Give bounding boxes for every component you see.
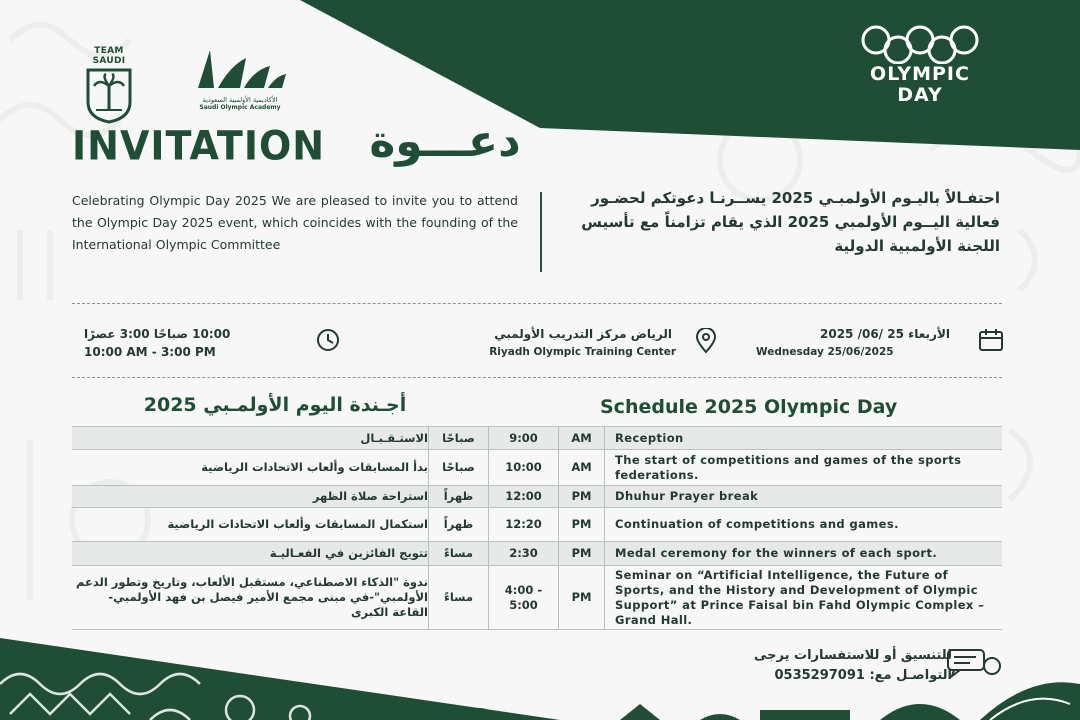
table-row — [72, 508, 1002, 542]
time-cell: 12:00 — [488, 486, 558, 507]
ampm-cell: PM — [558, 508, 604, 541]
time-en: 10:00 AM - 3:00 PM — [84, 345, 216, 359]
intro-text-en: Celebrating Olympic Day 2025 We are pleased to invite you to attend the Olympic Day 2025 event, which coincides with the founding of the International Olympic Committee — [72, 193, 518, 252]
period-ar: مساءً — [428, 566, 488, 629]
table-row — [72, 566, 1002, 630]
ampm-cell: AM — [558, 450, 604, 485]
table-row — [72, 450, 1002, 486]
contact-line2: التواصـل مع: 0535297091 — [774, 668, 952, 683]
activity-en: Dhuhur Prayer break — [604, 486, 1002, 507]
academy-name-en: Saudi Olympic Academy — [199, 104, 281, 111]
activity-en: Seminar on “Artificial Intelligence, the Future of Sports, and the History and Development of Olympic Support” at Prince Faisal bin Fahd Olympic Complex – Grand Hall. — [604, 566, 1002, 629]
place-ar: الرياض مركز التدريب الأولمبي — [494, 327, 672, 341]
contact-info — [660, 646, 952, 686]
activity-en: Medal ceremony for the winners of each sport. — [604, 542, 1002, 565]
team-saudi-label: TEAM SAUDI — [92, 46, 126, 66]
activity-ar: الاستـقـبـال — [360, 430, 428, 445]
ampm-cell: PM — [558, 486, 604, 507]
time-cell: 9:00 — [488, 427, 558, 449]
schedule-title-en: Schedule 2025 Olympic Day — [600, 396, 898, 418]
dashed-divider-bottom — [72, 377, 1002, 378]
date-ar: الأربعاء 25 /06/ 2025 — [820, 327, 950, 341]
period-ar: مساءً — [428, 542, 488, 565]
title-invitation-en: INVITATION — [72, 122, 326, 170]
place-en: Riyadh Olympic Training Center — [489, 346, 676, 358]
schedule-title-ar: أجـندة اليوم الأولمـبي 2025 — [143, 394, 407, 416]
period-ar: ظهراً — [428, 508, 488, 541]
intro-divider — [540, 192, 542, 272]
time-cell: 10:00 — [488, 450, 558, 485]
activity-en: The start of competitions and games of the sports federations. — [604, 450, 1002, 485]
saudi-olympic-academy-logo — [190, 48, 290, 111]
contact-line1: للتنسيق أو للاستفسارات يرجى — [754, 648, 952, 663]
time-cell: 2:30 — [488, 542, 558, 565]
activity-ar: بدأ المسابقات وألعاب الاتحادات الرياضية — [201, 460, 428, 474]
schedule-table — [72, 426, 1002, 630]
location-pin-icon — [694, 328, 718, 354]
table-row — [72, 426, 1002, 450]
period-ar: صباحًا — [428, 450, 488, 485]
dashed-divider-top — [72, 303, 1002, 304]
table-row — [72, 486, 1002, 508]
olympic-day-logo — [840, 24, 1000, 106]
ampm-cell: AM — [558, 427, 604, 449]
intro-text-ar: احتفـالاً باليـوم الأولمبـي 2025 يســرنـا دعوتكم لحضـور فعالية اليــوم الأولمبي 2025 الذي يقام تزامناً مع تأسيس اللجنة الأولمبية الدولية — [581, 189, 1000, 255]
olympic-day-line1: OLYMPIC — [870, 63, 970, 85]
activity-ar: تتويج الفائزين في الفعـاليـة — [269, 546, 428, 560]
table-row — [72, 542, 1002, 566]
team-saudi-logo — [80, 46, 138, 128]
activity-en: Reception — [604, 427, 1002, 449]
academy-sails-icon — [190, 48, 290, 92]
olympic-day-line2: DAY — [897, 84, 943, 106]
time-cell: 4:00 - 5:00 — [488, 566, 558, 629]
ampm-cell: PM — [558, 542, 604, 565]
activity-ar: استراحة صلاة الظهر — [312, 489, 428, 503]
time-cell: 12:20 — [488, 508, 558, 541]
activity-ar: استكمال المسابقات وألعاب الاتحادات الرياضية — [167, 517, 428, 531]
period-ar: صباحًا — [428, 427, 488, 449]
activity-en: Continuation of competitions and games. — [604, 508, 1002, 541]
palm-shield-icon — [84, 66, 134, 124]
academy-name-ar: الأكاديمية الأولمبية السعودية — [202, 96, 278, 104]
activity-ar: ندوة "الذكاء الاصطناعي، مستقبل الألعاب، وتاريخ وتطور الدعم الأولمبي"-في مبنى مجمع الأمير فيصل بن فهد الأولمبي- القاعة الكبرى — [76, 575, 428, 619]
calendar-icon — [978, 328, 1004, 352]
chat-bubble-icon — [944, 648, 1006, 678]
clock-icon — [316, 328, 340, 352]
title-invitation-ar: دعـــوة — [369, 116, 521, 167]
olympic-rings-icon — [854, 24, 986, 64]
period-ar: ظهراً — [428, 486, 488, 507]
date-en: Wednesday 25/06/2025 — [756, 346, 894, 358]
ampm-cell: PM — [558, 566, 604, 629]
time-ar: 10:00 صباحًا 3:00 عصرًا — [84, 327, 231, 341]
